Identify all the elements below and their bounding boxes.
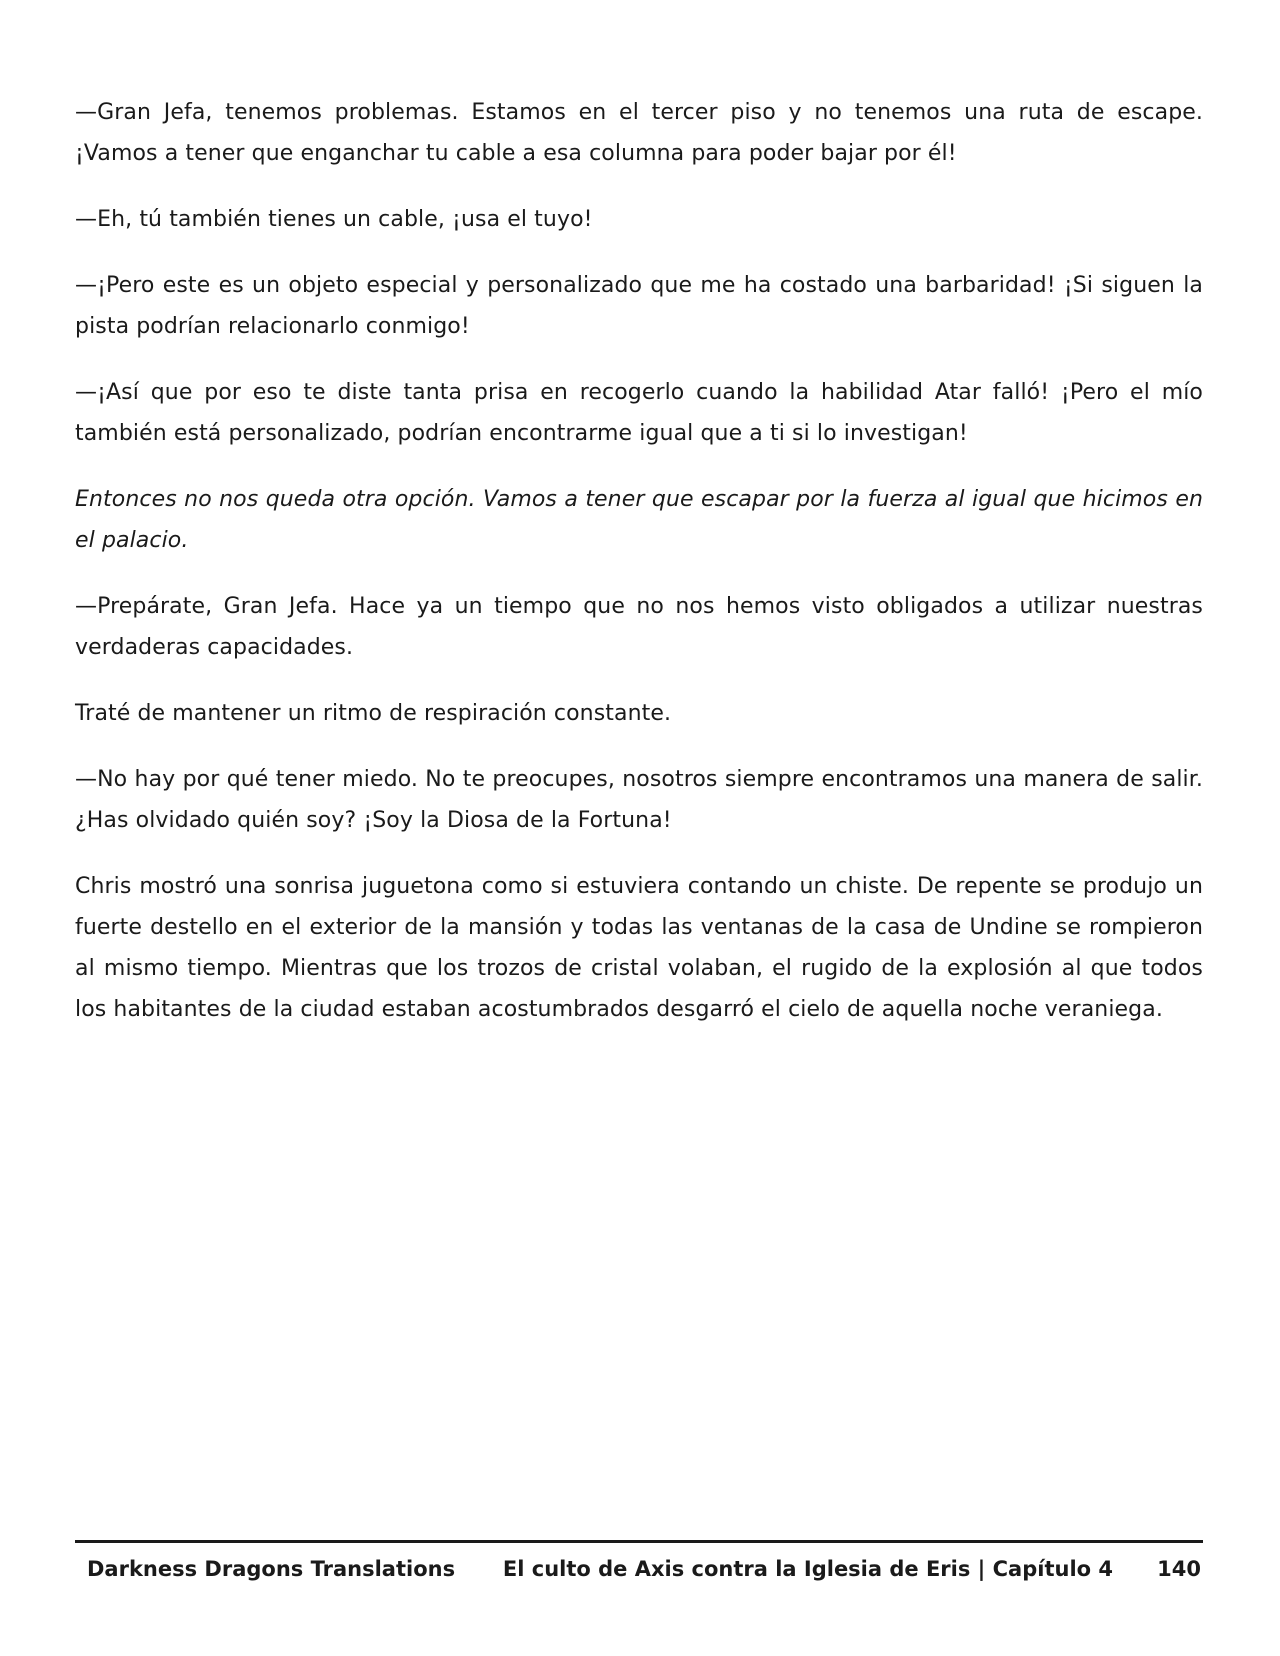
paragraph-5-thought: Entonces no nos queda otra opción. Vamos a tener que escapar por la fuerza al igual que hicimos en el palacio.: [75, 487, 1203, 553]
footer-book-chapter: El culto de Axis contra la Iglesia de Eris | Capítulo 4: [502, 1557, 1113, 1581]
paragraph-7: Traté de mantener un ritmo de respiración constante.: [75, 701, 672, 726]
footer-publisher: Darkness Dragons Translations: [87, 1557, 456, 1581]
footer-page-number: 140: [1157, 1557, 1201, 1581]
paragraph-9: Chris mostró una sonrisa juguetona como si estuviera contando un chiste. De repente se produjo un fuerte destello en el exterior de la mansión y todas las ventanas de la casa de Undine se rompieron al mismo tiempo. Mientras que los trozos de cristal volaban, el rugido de la explosión al que todos los habitantes de la ciudad estaban acostumbrados desgarró el cielo de aquella noche veraniega.: [75, 874, 1203, 1022]
page-footer: [75, 1540, 1203, 1583]
page-body: [75, 92, 1203, 1055]
paragraph-2: —Eh, tú también tienes un cable, ¡usa el tuyo!: [75, 207, 593, 232]
paragraph-8: —No hay por qué tener miedo. No te preocupes, nosotros siempre encontramos una manera de salir. ¿Has olvidado quién soy? ¡Soy la Diosa de la Fortuna!: [75, 767, 1203, 833]
paragraph-6: —Prepárate, Gran Jefa. Hace ya un tiempo que no nos hemos visto obligados a utilizar nuestras verdaderas capacidades.: [75, 594, 1203, 660]
paragraph-1: —Gran Jefa, tenemos problemas. Estamos en el tercer piso y no tenemos una ruta de escape. ¡Vamos a tener que enganchar tu cable a esa columna para poder bajar por él!: [75, 100, 1203, 166]
paragraph-4: —¡Así que por eso te diste tanta prisa en recogerlo cuando la habilidad Atar falló! ¡Pero el mío también está personalizado, podrían encontrarme igual que a ti si lo investigan!: [75, 380, 1203, 446]
paragraph-3: —¡Pero este es un objeto especial y personalizado que me ha costado una barbaridad! ¡Si siguen la pista podrían relacionarlo conmigo!: [75, 273, 1203, 339]
